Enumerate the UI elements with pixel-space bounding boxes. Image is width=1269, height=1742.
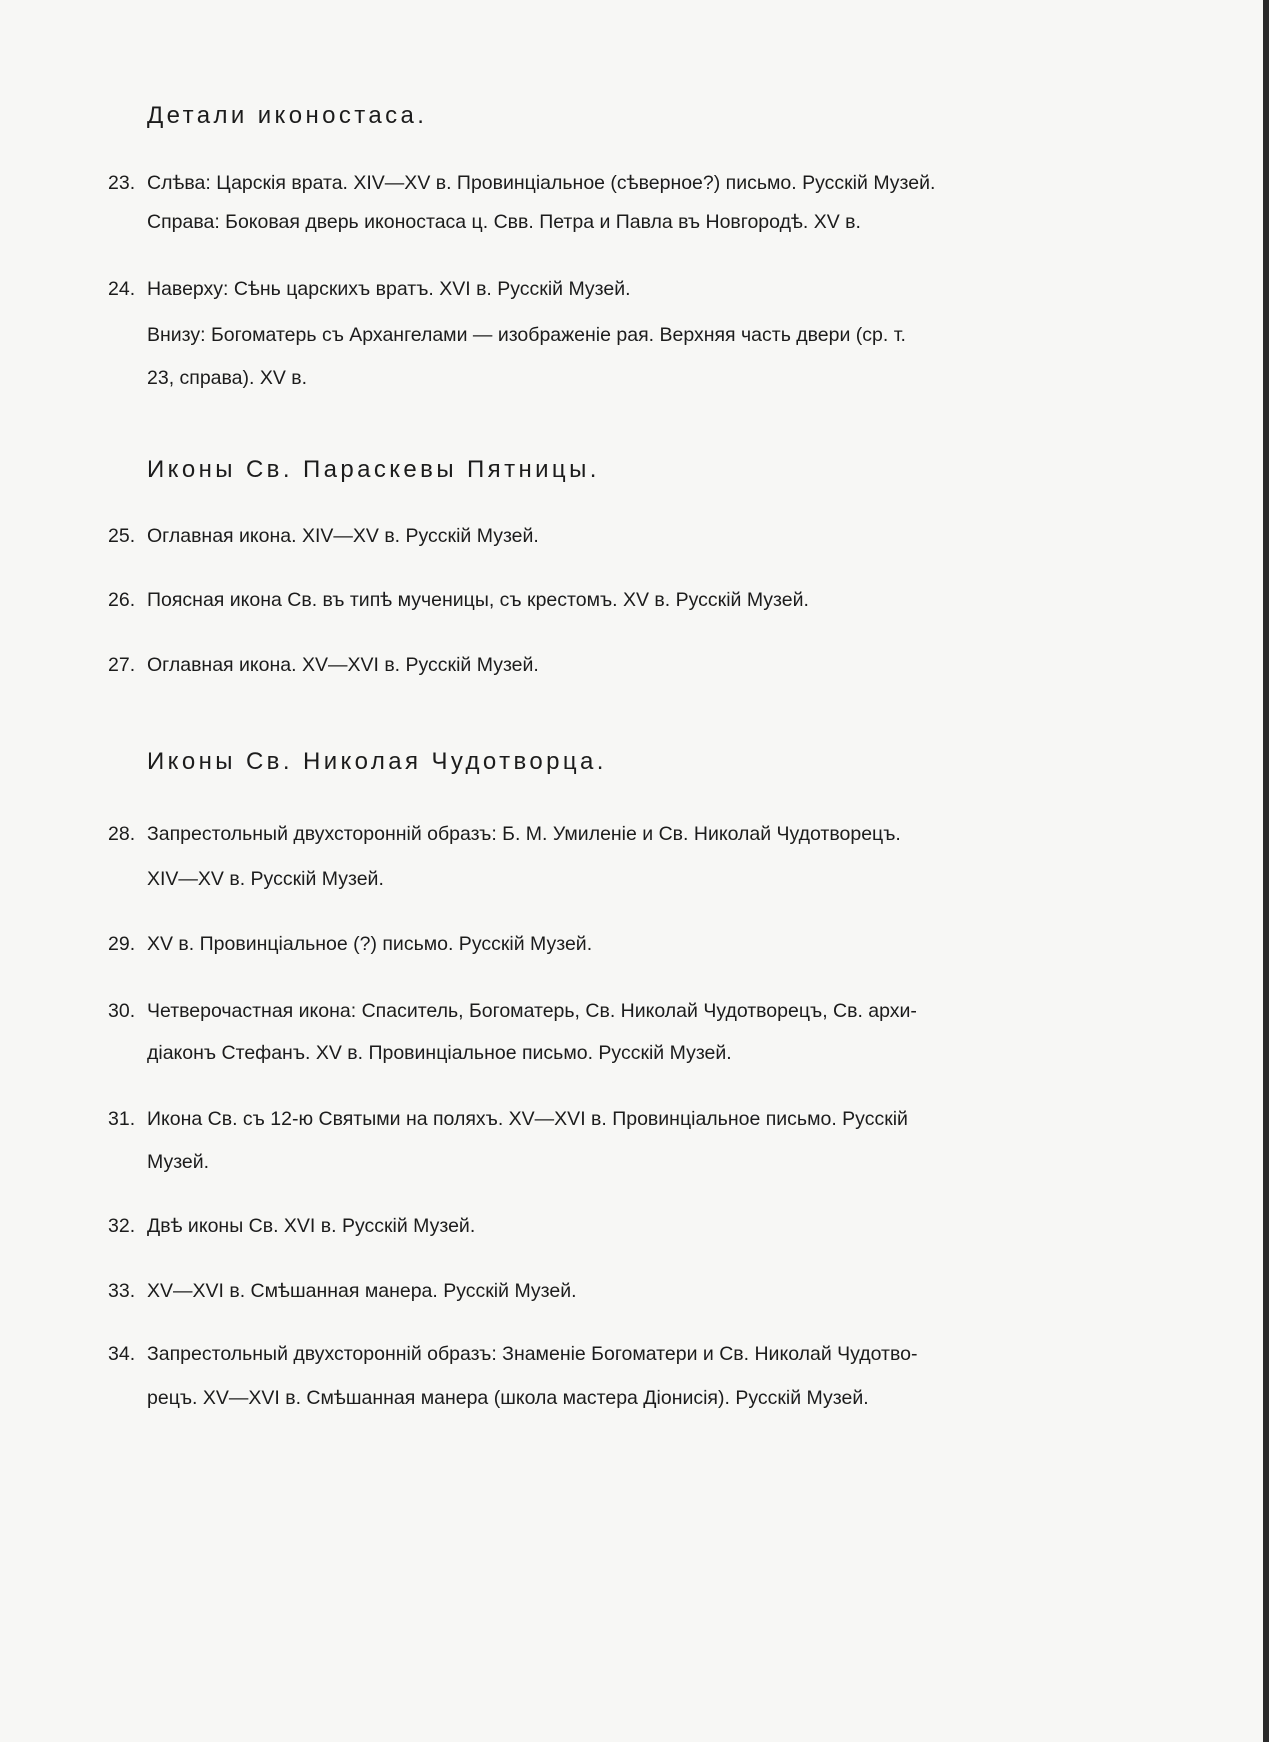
item-line: Двѣ иконы Св. XVI в. Русскій Музей.: [147, 1215, 476, 1237]
list-item: [108, 278, 631, 301]
item-line: Четверочастная икона: Спаситель, Богоматерь, Св. Николай Чудотворецъ, Св. архи-: [147, 1000, 917, 1022]
item-number: 30.: [108, 1000, 136, 1022]
item-number: 25.: [108, 525, 136, 547]
list-item: [108, 933, 592, 956]
item-line: Запрестольный двухсторонній образъ: Знаменіе Богоматери и Св. Николай Чудотво-: [147, 1343, 918, 1365]
item-line: XV в. Провинціальное (?) письмо. Русскій Музей.: [147, 933, 593, 955]
item-line: Икона Св. съ 12-ю Святыми на поляхъ. XV—XVI в. Провинціальное письмо. Русскій: [147, 1108, 908, 1130]
item-line: діаконъ Стефанъ. XV в. Провинціальное письмо. Русскій Музей.: [147, 1042, 732, 1064]
list-item: [108, 1000, 917, 1023]
item-line: Слѣва: Царскія врата. XIV—XV в. Провинціальное (сѣверное?) письмо. Русскій Музей.: [147, 172, 936, 194]
item-line: Справа: Боковая дверь иконостаса ц. Свв. Петра и Павла въ Новгородѣ. XV в.: [147, 211, 861, 233]
item-line: Запрестольный двухсторонній образъ: Б. М. Умиленіе и Св. Николай Чудотворецъ.: [147, 823, 901, 845]
item-number: 26.: [108, 589, 136, 611]
item-line: Музей.: [147, 1151, 210, 1173]
list-item: [108, 172, 935, 195]
item-number: 29.: [108, 933, 136, 955]
page-edge-shadow: [1263, 0, 1269, 1742]
list-item: [108, 525, 539, 548]
section-heading: Иконы Св. Параскевы Пятницы.: [147, 456, 600, 483]
list-item: [108, 1108, 908, 1131]
item-number: 28.: [108, 823, 136, 845]
item-line: Оглавная икона. XIV—XV в. Русскій Музей.: [147, 525, 539, 547]
item-line: XIV—XV в. Русскій Музей.: [147, 868, 384, 890]
item-number: 24.: [108, 278, 136, 300]
item-number: 23.: [108, 172, 136, 194]
list-item: [108, 823, 901, 846]
item-line: XV—XVI в. Смѣшанная манера. Русскій Музей.: [147, 1280, 577, 1302]
list-item: [108, 1215, 475, 1238]
item-number: 27.: [108, 654, 136, 676]
item-number: 31.: [108, 1108, 136, 1130]
list-item: [108, 654, 539, 677]
item-number: 33.: [108, 1280, 136, 1302]
section-heading: Иконы Св. Николая Чудотворца.: [147, 748, 607, 775]
item-line: Поясная икона Св. въ типѣ мученицы, съ крестомъ. XV в. Русскій Музей.: [147, 589, 809, 611]
item-line: 23, справа). XV в.: [147, 367, 308, 389]
list-item: [108, 1343, 917, 1366]
item-number: 32.: [108, 1215, 136, 1237]
section-heading: Детали иконостаса.: [147, 102, 428, 129]
item-line: Внизу: Богоматерь съ Архангелами — изображеніе рая. Верхняя часть двери (ср. т.: [147, 324, 906, 346]
item-line: Оглавная икона. XV—XVI в. Русскій Музей.: [147, 654, 539, 676]
item-line: Наверху: Сѣнь царскихъ вратъ. XVI в. Русскій Музей.: [147, 278, 631, 300]
list-item: [108, 1280, 577, 1303]
item-line: рецъ. XV—XVI в. Смѣшанная манера (школа мастера Діонисія). Русскій Музей.: [147, 1387, 869, 1409]
list-item: [108, 589, 809, 612]
item-number: 34.: [108, 1343, 136, 1365]
